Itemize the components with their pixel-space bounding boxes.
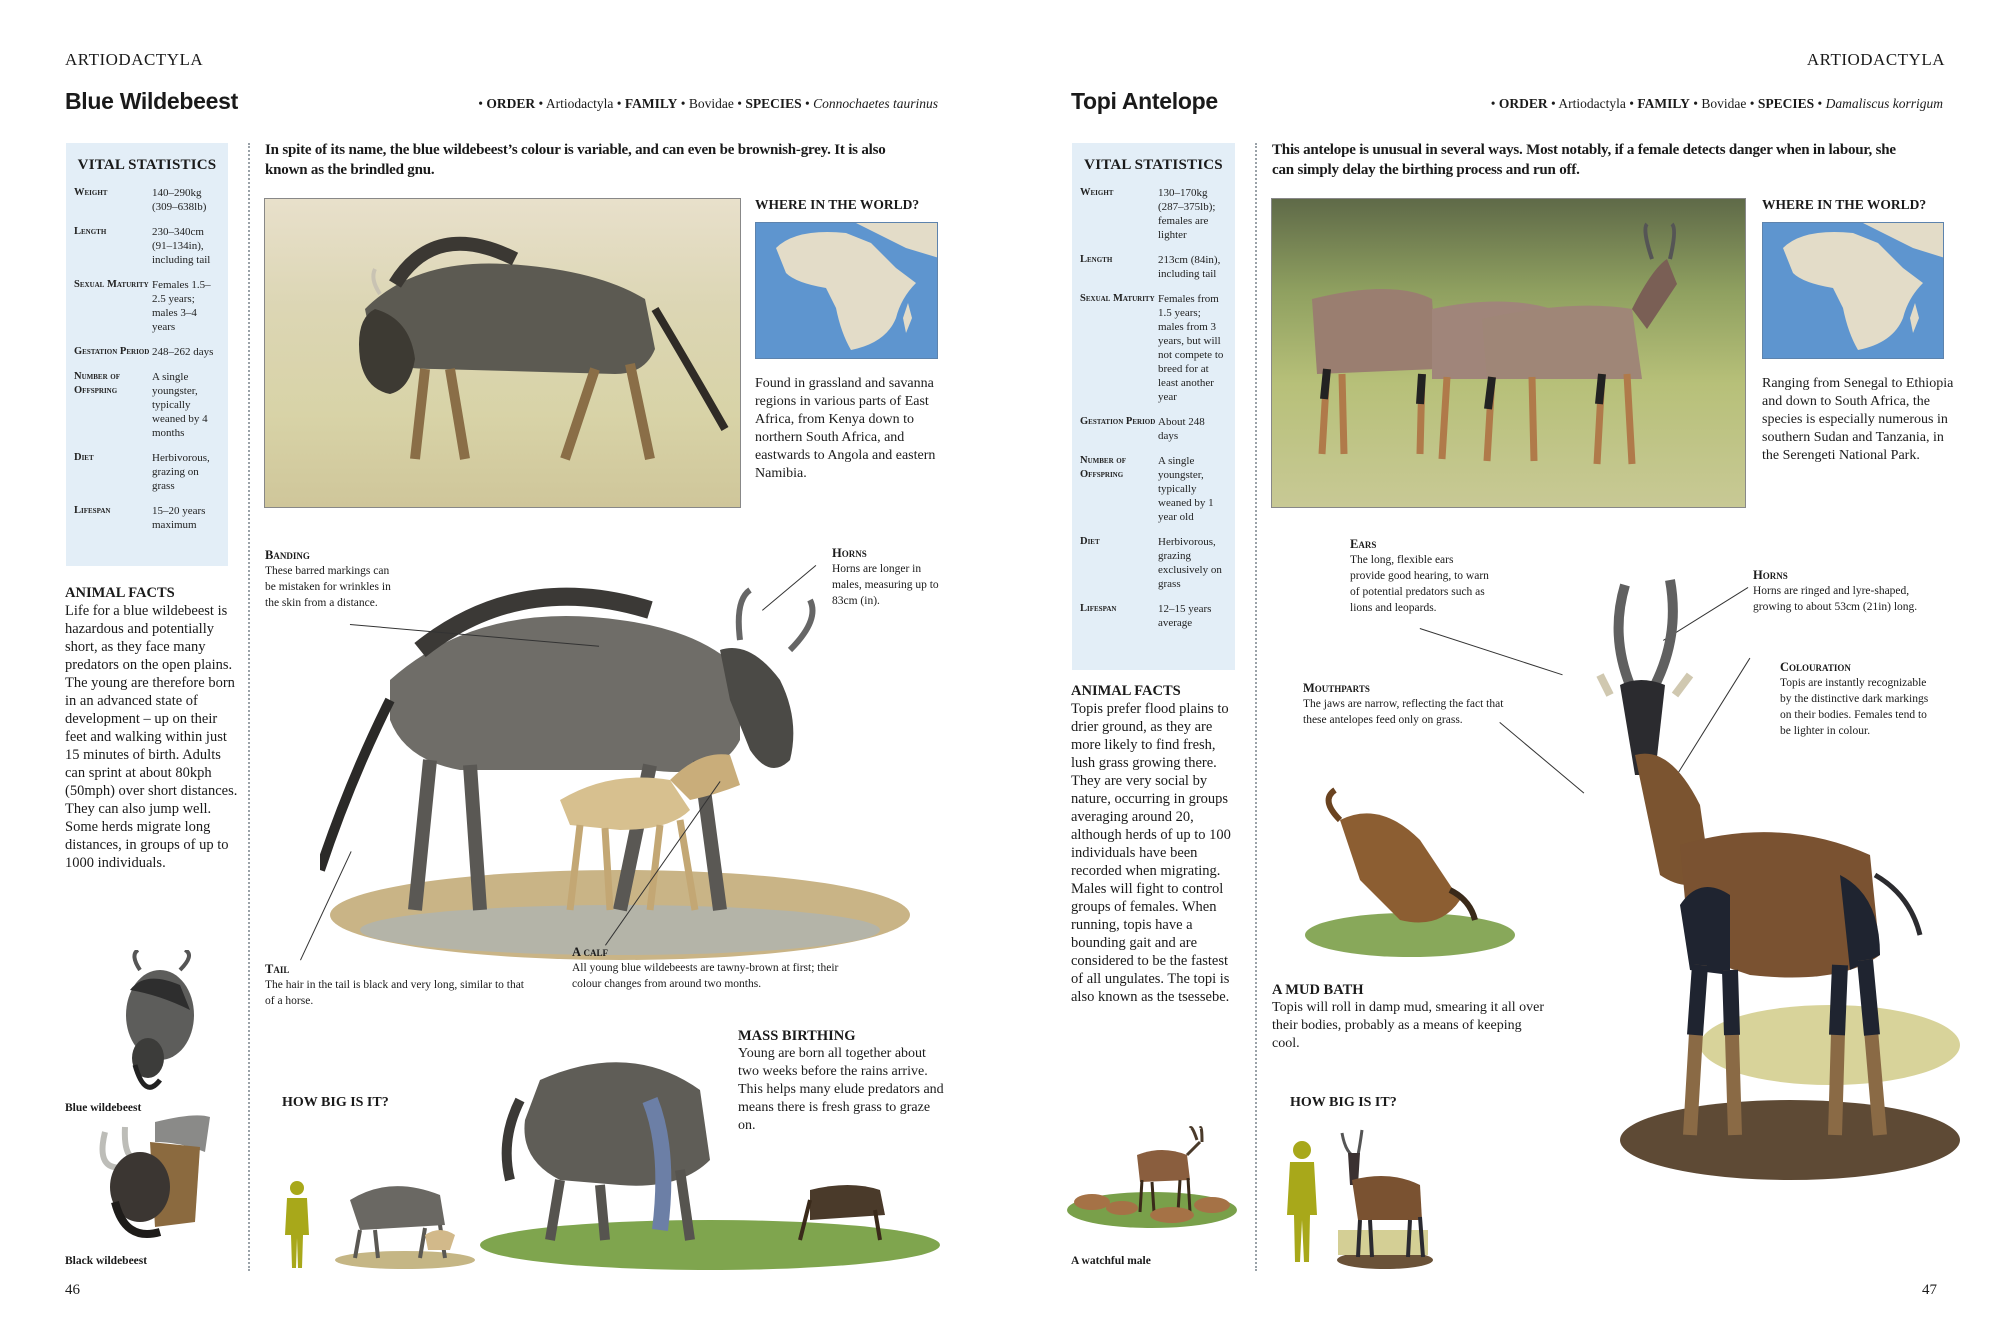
- topi-antelope-illustration: [1540, 575, 1960, 1185]
- mud-bath-heading: A MUD BATH: [1272, 982, 1364, 998]
- mass-birthing-heading: MASS BIRTHING: [738, 1028, 856, 1044]
- order-value: Artiodactyla: [545, 96, 614, 111]
- intro-text-left: In spite of its name, the blue wildebeest’s colour is variable, and can even be brownish-grey. It is also known as the brindled gnu.: [265, 142, 886, 178]
- where-in-world-heading-left: WHERE IN THE WORLD?: [755, 197, 920, 212]
- caption-watchful-male: A watchful male: [1071, 1255, 1151, 1267]
- vital-row-weight: Weight 140–290kg (309–638lb): [74, 187, 207, 213]
- animal-facts-heading: ANIMAL FACTS: [65, 585, 175, 601]
- vital-row-diet: Diet Herbivorous, grazing on grass: [74, 452, 210, 492]
- watchful-male-illustration: [1062, 1120, 1237, 1230]
- callout-tail: Tail The hair in the tail is black and very long, similar to that of a horse.: [265, 962, 525, 1007]
- page-number-right: 47: [1922, 1282, 1937, 1298]
- range-map-right: [1762, 222, 1944, 359]
- vital-row-weight: Weight 130–170kg (287–375lb); females are lighter: [1080, 187, 1216, 241]
- order-label: ORDER: [486, 96, 536, 111]
- blue-wildebeest-photo: [264, 198, 741, 508]
- intro-text-right: This antelope is unusual in several ways. Most notably, if a female detects danger when in labour, she can simply delay the birthing process and run off.: [1272, 142, 1896, 178]
- family-value: Bovidae: [1701, 96, 1747, 111]
- column-divider-right: [1255, 143, 1257, 1271]
- vital-row-gestation: Gestation Period About 248 days: [1080, 416, 1205, 442]
- mud-bath-illustration: [1300, 780, 1520, 960]
- animal-facts-text: Life for a blue wildebeest is hazardous and potentially short, as they face many predators on the open plains. The young are therefore born in an advanced state of development – up on their feet and walking within just 15 minutes of birth. Adults can sprint at about 80kph (50mph) over short distances. They can also jump well. Some herds migrate long distances, in groups of up to 1000 individuals.: [65, 603, 238, 871]
- animal-facts-text: Topis prefer flood plains to drier ground, as they are more likely to find fresh, lush grass growing there. They are very social by nature, occurring in groups averaging around 20, although herds of up to 100 individuals have been recorded when migrating. Males will fight to control groups of females. When running, topis have a bounding gait and are considered to be the fastest of all ungulates. The topi is also known as the tsessebe.: [1071, 701, 1231, 1005]
- how-big-wildebeest-illustration: [330, 1170, 480, 1270]
- family-label: FAMILY: [1637, 96, 1690, 111]
- page-title-topi-antelope: Topi Antelope: [1071, 88, 1218, 114]
- order-label: ORDER: [1498, 96, 1548, 111]
- callout-calf: A calf All young blue wildebeests are tawny-brown at first; their colour changes from around two months.: [572, 945, 839, 990]
- order-value: Artiodactyla: [1558, 96, 1626, 111]
- topi-herd-photo: [1271, 198, 1746, 508]
- how-big-heading-left: HOW BIG IS IT?: [282, 1095, 389, 1110]
- mud-bath: [1272, 982, 1552, 1053]
- caption-blue-wildebeest: Blue wildebeest: [65, 1102, 142, 1114]
- species-value: Damaliscus korrigum: [1825, 96, 1943, 111]
- species-label: SPECIES: [1757, 96, 1815, 111]
- where-in-world-text-left: Found in grassland and savanna regions in various parts of East Africa, from Kenya down to northern South Africa, and eastwards to Angola and eastern Namibia.: [755, 376, 936, 481]
- vital-row-offspring: Number of Offspring A single youngster, typically weaned by 1 year old: [1080, 455, 1214, 523]
- where-in-world-heading-right: WHERE IN THE WORLD?: [1762, 197, 1927, 212]
- vital-statistics-box-right: [1072, 143, 1235, 670]
- mass-birthing-illustration: [480, 1040, 950, 1270]
- how-big-heading-right: HOW BIG IS IT?: [1290, 1095, 1397, 1110]
- species-label: SPECIES: [745, 96, 802, 111]
- vital-row-lifespan: Lifespan 12–15 years average: [1080, 603, 1212, 629]
- human-silhouette-icon: [282, 1180, 312, 1270]
- vital-row-gestation: Gestation Period 248–262 days: [74, 346, 214, 358]
- callout-banding: Banding These barred markings can be mistaken for wrinkles in the skin from a distance.: [265, 548, 391, 609]
- callout-horns-right: Horns Horns are ringed and lyre-shaped, growing to about 53cm (21in) long.: [1753, 568, 1918, 613]
- vital-row-sexual-maturity: Sexual Maturity Females from 1.5 years; males from 3 years, but will not compete to breed for at least another year: [1080, 293, 1224, 403]
- running-head-right: ARTIODACTYLA: [1806, 50, 1945, 69]
- mass-birthing-text: Young are born all together about two weeks before the rains arrive. This helps many elude predators and means there is fresh grass to graze on.: [738, 1046, 944, 1133]
- callout-colouration: Colouration Topis are instantly recognizable by the distinctive dark markings on their bodies. Females tend to be lighter in colour.: [1780, 660, 1929, 737]
- page-number-left: 46: [65, 1282, 80, 1298]
- animal-facts: [65, 585, 240, 872]
- vital-statistics-heading: VITAL STATISTICS: [1084, 157, 1223, 173]
- how-big-topi-illustration: [1330, 1125, 1435, 1270]
- vital-row-lifespan: Lifespan 15–20 years maximum: [74, 505, 206, 531]
- taxonomy-line-right: • ORDER • Artiodactyla • FAMILY • Bovidae • SPECIES • Damaliscus korrigum: [1490, 96, 1943, 111]
- vital-statistics-box: [66, 143, 228, 566]
- taxonomy-line: • ORDER • Artiodactyla • FAMILY • Bovidae • SPECIES • Connochaetes taurinus: [478, 96, 938, 111]
- family-label: FAMILY: [624, 96, 678, 111]
- where-in-world-text-right: Ranging from Senegal to Ethiopia and down to South Africa, the species is especially numerous in southern Sudan and Tanzania, in the Serengeti National Park.: [1762, 376, 1954, 463]
- callout-ears: Ears The long, flexible ears provide good hearing, to warn of potential predators such as lions and leopards.: [1350, 537, 1489, 614]
- blue-wildebeest-head-illustration: [100, 950, 210, 1100]
- callout-mouthparts: Mouthparts The jaws are narrow, reflecting the fact that these antelopes feed only on grass.: [1303, 681, 1504, 726]
- human-silhouette-icon-right: [1285, 1140, 1319, 1265]
- range-map-left: [755, 222, 938, 359]
- animal-facts-right: [1071, 683, 1241, 1006]
- vital-row-sexual-maturity: Sexual Maturity Females 1.5–2.5 years; males 3–4 years: [74, 279, 211, 333]
- vital-row-offspring: Number of Offspring A single youngster, typically weaned by 4 months: [74, 371, 208, 439]
- species-value: Connochaetes taurinus: [813, 96, 938, 111]
- vital-row-length: Length 213cm (84in), including tail: [1080, 254, 1221, 280]
- page-title-blue-wildebeest: Blue Wildebeest: [65, 88, 238, 114]
- black-wildebeest-head-illustration: [85, 1112, 215, 1247]
- animal-facts-heading: ANIMAL FACTS: [1071, 683, 1181, 699]
- callout-horns-left: Horns Horns are longer in males, measuring up to 83cm (in).: [832, 546, 939, 607]
- vital-statistics-heading: VITAL STATISTICS: [77, 157, 217, 173]
- running-head-left: ARTIODACTYLA: [65, 50, 204, 69]
- caption-black-wildebeest: Black wildebeest: [65, 1255, 148, 1267]
- vital-row-diet: Diet Herbivorous, grazing exclusively on grass: [1080, 536, 1222, 590]
- family-value: Bovidae: [688, 96, 734, 111]
- mud-bath-text: Topis will roll in damp mud, smearing it all over their bodies, probably as a means of keeping cool.: [1272, 1000, 1544, 1051]
- vital-row-length: Length 230–340cm (91–134in), including tail: [74, 226, 211, 266]
- column-divider-left: [248, 143, 250, 1271]
